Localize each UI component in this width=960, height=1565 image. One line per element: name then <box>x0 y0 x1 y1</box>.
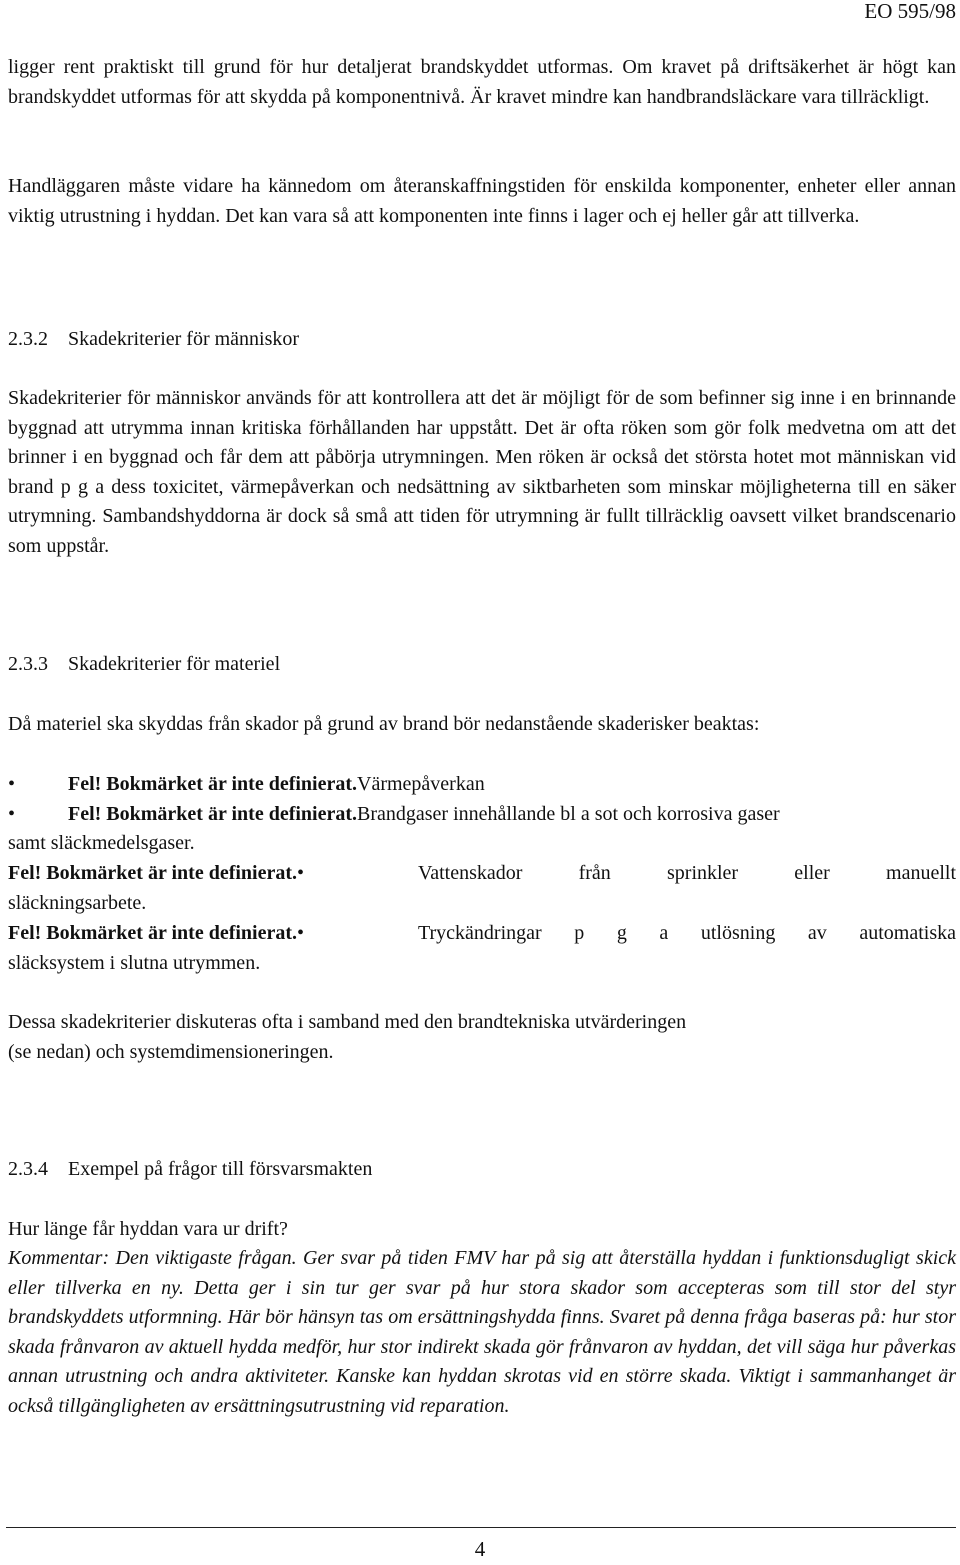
bookmark-error: Fel! Bokmärket är inte definierat. <box>8 862 298 884</box>
bullet-icon: • <box>297 862 305 884</box>
question: Hur länge får hyddan vara ur drift? <box>8 1218 288 1240</box>
paragraph-4: Då materiel ska skyddas från skador på grund av brand bör nedanstående skaderisker beaktas: <box>8 713 760 735</box>
document-code: EO 595/98 <box>864 0 956 23</box>
bullet-lead <box>8 919 418 949</box>
bullet-icon: • <box>297 922 305 944</box>
paragraph-1: ligger rent praktiskt till grund för hur detaljerat brandskyddet utformas. Om kravet på driftsäkerhet är högt kan brandskyddet utformas för att skydda på komponentnivå. Är kravet mindre kan handbrandsläckare vara tillräckligt. <box>8 56 956 108</box>
bookmark-error: Fel! Bokmärket är inte definierat. <box>8 922 298 944</box>
section-heading-2-3-3 <box>8 650 956 680</box>
section-title: Skadekriterier för materiel <box>68 653 281 675</box>
bullet-icon: • <box>8 773 16 795</box>
bookmark-error: Fel! Bokmärket är inte definierat. <box>68 803 358 825</box>
page-number: 4 <box>474 1537 486 1561</box>
bullet-icon: • <box>8 803 16 825</box>
footer-divider <box>6 1527 956 1528</box>
paragraph-2: Handläggaren måste vidare ha kännedom om återanskaffningstiden för enskilda komponenter, enheter eller annan viktig utrustning i hyddan. Det kan vara så att komponenten inte finns i lager och ej heller går att tillverka. <box>8 175 956 227</box>
bookmark-error: Fel! Bokmärket är inte definierat. <box>68 773 358 795</box>
section-number: 2.3.2 <box>8 328 48 350</box>
section-number: 2.3.3 <box>8 653 48 675</box>
bullet-item-3-continuation: släckningsarbete. <box>8 892 147 914</box>
section-heading-2-3-4 <box>8 1155 956 1185</box>
section-title: Exempel på frågor till försvarsmakten <box>68 1158 373 1180</box>
bullet-text: Brandgaser innehållande bl a sot och korrosiva gaser <box>357 803 780 825</box>
section-title: Skadekriterier för människor <box>68 328 300 350</box>
comment-paragraph: Kommentar: Den viktigaste frågan. Ger svar på tiden FMV har på sig att återställa hyddan i funktionsdugligt skick eller tillverka en ny. Detta ger i sin tur ger svar på hur stora skador som accepteras som till stor del styr brandskyddets utformning. Här bör hänsyn tas om ersättningshydda finns. Svaret på denna fråga baseras på: hur stor skada frånvaron av aktuell hydda medför, hur stor indirekt skada gör frånvaron av hyddan, det vill säga hur påverkas annan utrustning och andra aktiviteter. Kanske kan hyddan skrotas vid en större skada. Viktigt i sammanhanget är också tillgängligheten av ersättningsutrustning vid reparation. <box>8 1247 956 1417</box>
bullet-item-2 <box>8 800 956 830</box>
section-heading-2-3-2 <box>8 325 956 355</box>
bullet-item-1 <box>8 770 956 800</box>
paragraph-3: Skadekriterier för människor används för att kontrollera att det är möjligt för de som befinner sig inne i en brinnande byggnad att utrymma innan kritiska förhållanden har uppstått. Det är ofta röken som gör folk medvetna om att det brinner i en byggnad och får dem att påbörja utrymningen. Men röken är också det största hotet mot människan vid brand p g a dess toxicitet, värmepåverkan och nedsättning av siktbarheten som minskar möjligheterna till en säker utrymning. Sambandshyddorna är dock så små att tiden för utrymning är fullt tillräcklig oavsett vilket brandscenario som uppstår. <box>8 387 956 557</box>
bullet-item-4-continuation: släcksystem i slutna utrymmen. <box>8 952 261 974</box>
bullet-text: Tryckändringar p g a utlösning av automatiska <box>418 922 956 944</box>
bullet-item-2-continuation: samt släckmedelsgaser. <box>8 832 195 854</box>
section-number: 2.3.4 <box>8 1158 48 1180</box>
bullet-lead <box>8 859 418 889</box>
bullet-item-4 <box>8 919 956 949</box>
bullet-text: Värmepåverkan <box>357 773 485 795</box>
bullet-text: Vattenskador från sprinkler eller manuellt <box>418 862 956 884</box>
paragraph-5-line-1: Dessa skadekriterier diskuteras ofta i samband med den brandtekniska utvärderingen <box>8 1011 687 1033</box>
bullet-item-3 <box>8 859 956 889</box>
paragraph-5-line-2: (se nedan) och systemdimensioneringen. <box>8 1041 334 1063</box>
